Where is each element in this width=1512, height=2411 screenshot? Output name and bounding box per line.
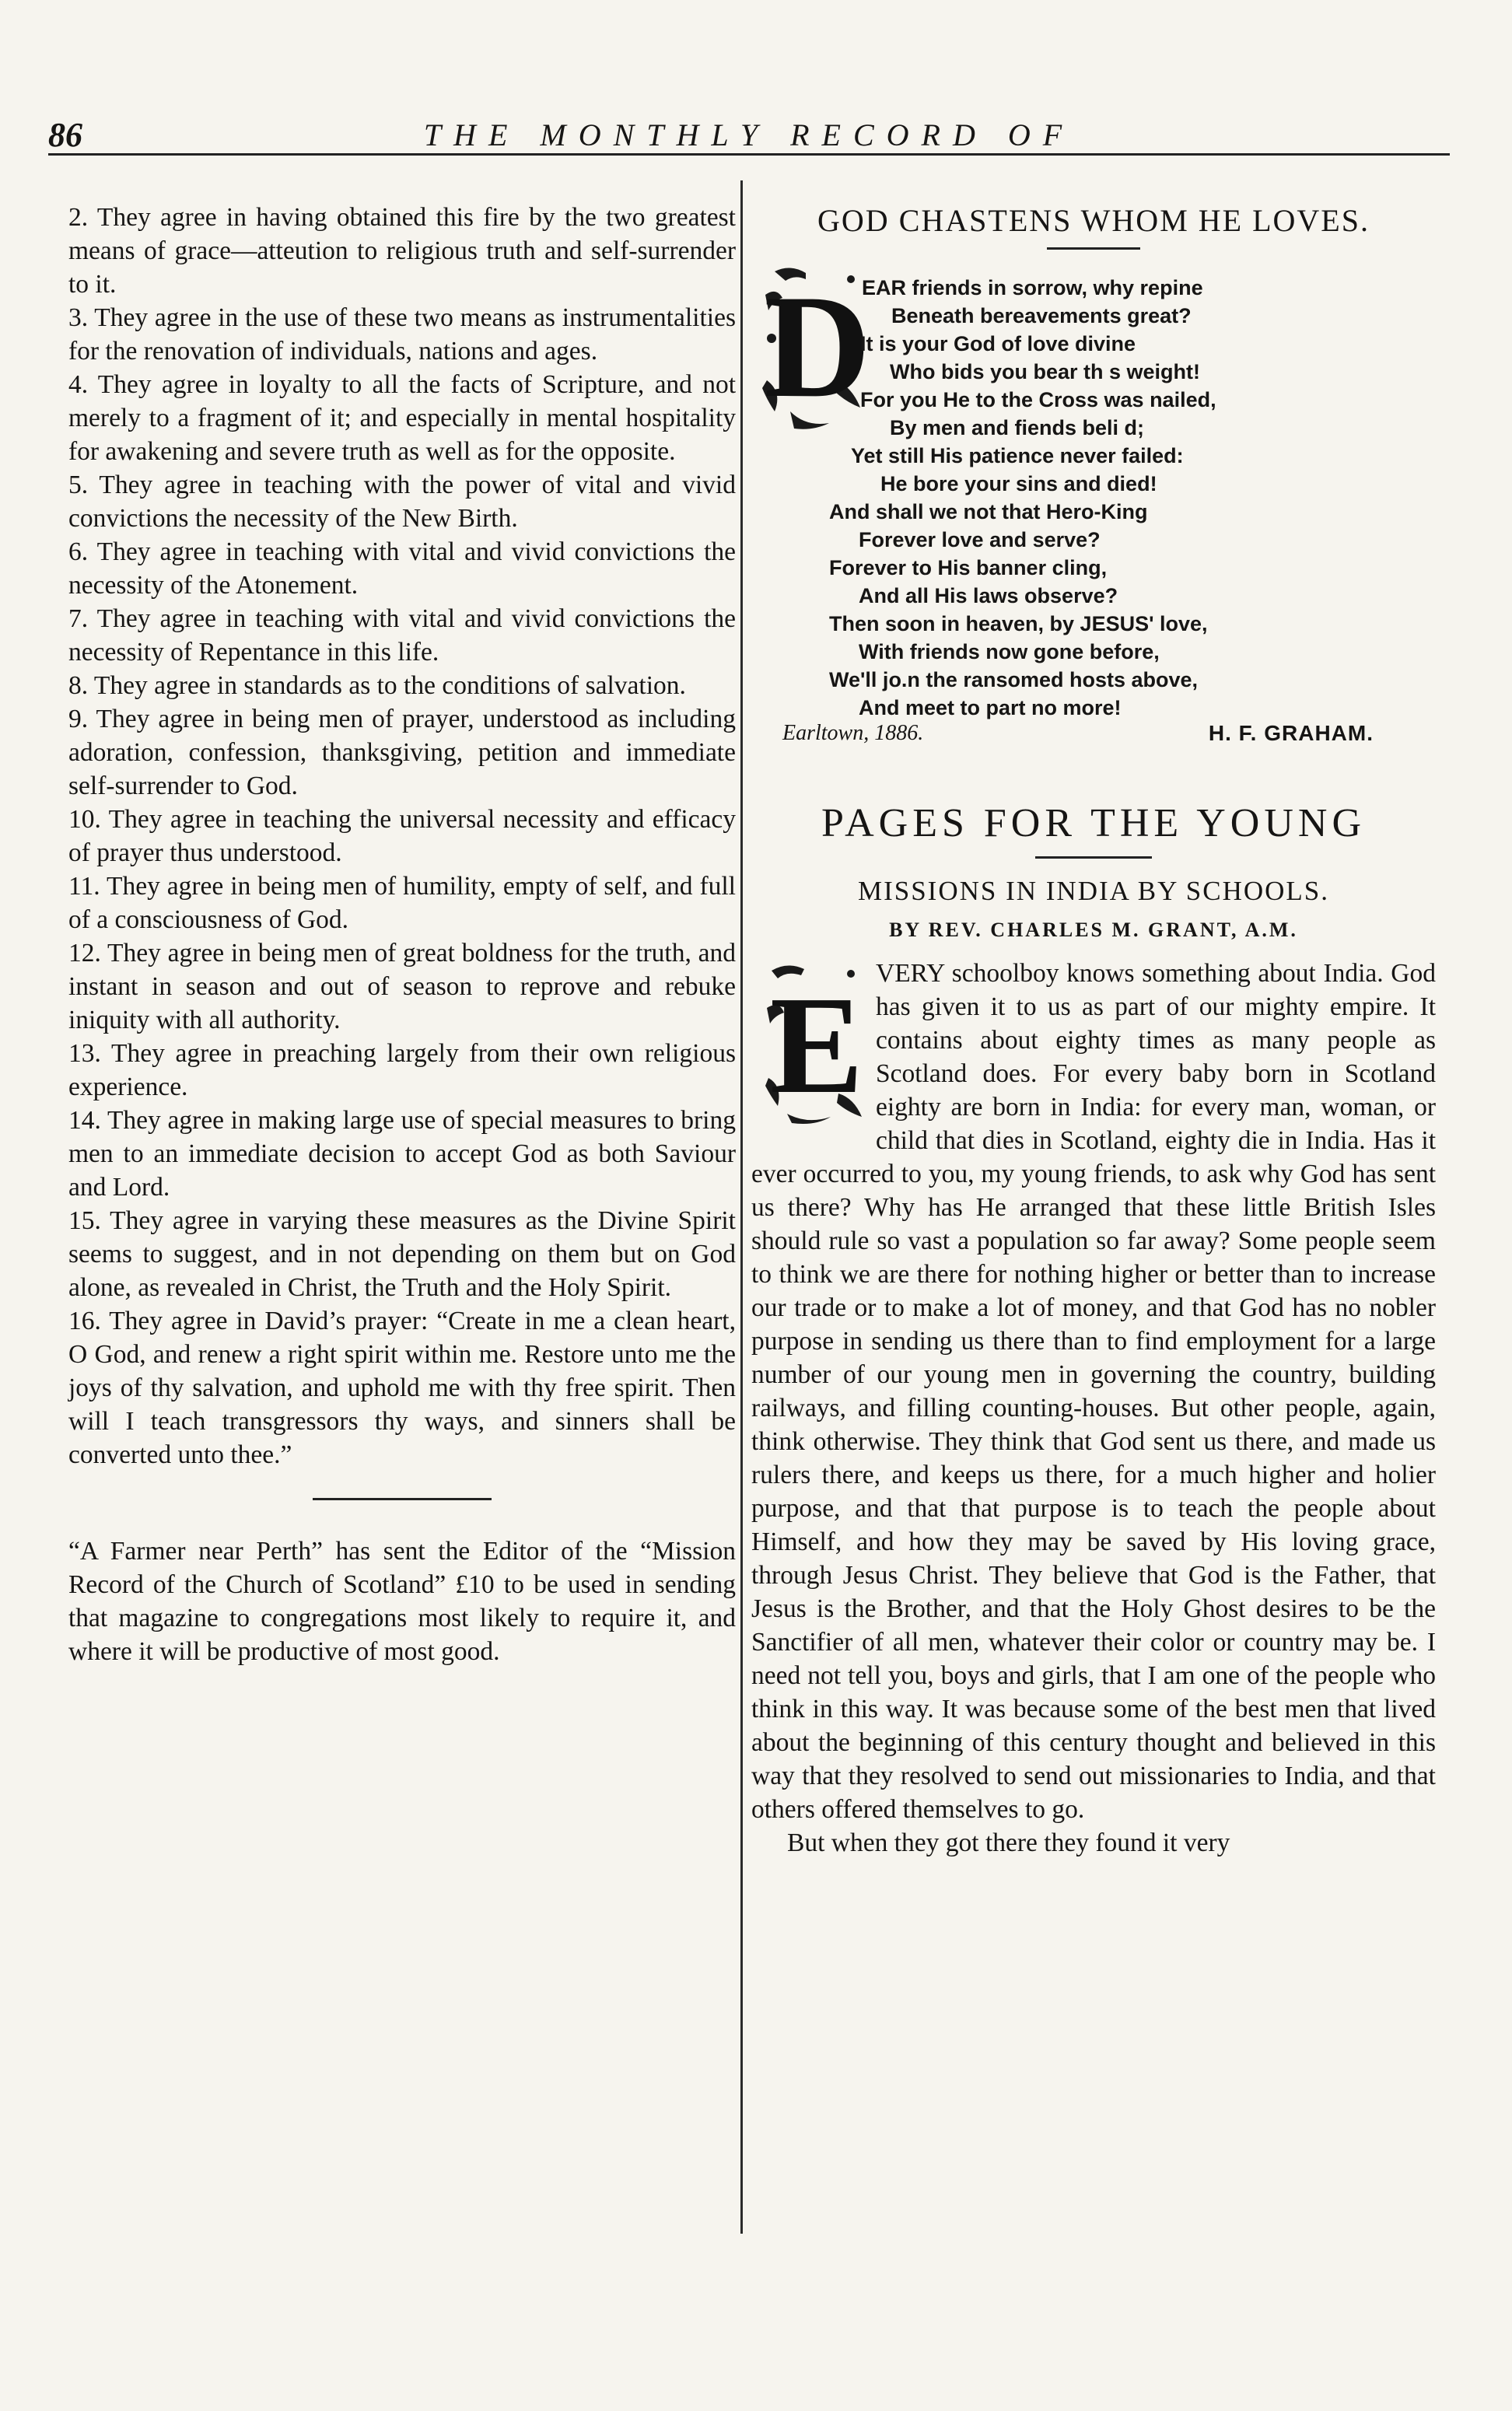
list-item: 10. They agree in teaching the universal necessity and efficacy of prayer thus understood. (68, 805, 736, 867)
poem-line: Yet still His patience never failed: (851, 444, 1184, 467)
list-item: 4. They agree in loyalty to all the facts of Scripture, and not merely to a fragment of it; and especially in mental hospitality for awakening and severe truth as well as for the opposite. (68, 370, 736, 466)
ornamental-drop-cap (764, 961, 866, 1126)
poem-line: EAR friends in sorrow, why repine (862, 276, 1203, 299)
column-rule (740, 180, 743, 2234)
running-title: THE MONTHLY RECORD OF (423, 117, 1075, 152)
list-item: 5. They agree in teaching with the power of vital and vivid convictions the necessity of the New Birth. (68, 471, 736, 533)
section-title: PAGES FOR THE YOUNG (821, 801, 1367, 845)
list-item: 11. They agree in being men of humility, empty of self, and full of a consciousness of God. (68, 872, 736, 934)
poem-line: Beneath bereavements great? (891, 304, 1192, 327)
list-item: 6. They agree in teaching with vital and vivid convictions the necessity of the Atonement. (68, 537, 736, 600)
poem-line: And all His laws observe? (859, 584, 1118, 607)
page-number: 86 (48, 116, 82, 154)
poem-line: We'll jo.n the ransomed hosts above, (829, 668, 1199, 691)
poem-place-date: Earltown, 1886. (782, 721, 924, 745)
poem-line: With friends now gone before, (859, 640, 1160, 663)
section-divider (313, 1498, 492, 1500)
poem-line: He bore your sins and died! (880, 472, 1157, 495)
ornamental-drop-cap (759, 264, 876, 435)
right-column (751, 201, 1436, 1860)
poem-line: By men and fiends beli d; (890, 416, 1145, 439)
poem-line: And meet to part no more! (859, 696, 1122, 719)
list-item: 14. They agree in making large use of special measures to bring men to an immediate decision to accept God as both Saviour and Lord. (68, 1106, 736, 1202)
left-column (68, 201, 736, 1668)
article-paragraph: VERY schoolboy knows something about India. God has given it to us as part of our mighty empire. It contains about eighty times as many people as Scotland does. For every baby born in Scotland eighty are born in India: for every man, woman, or child that dies in Scotland, eighty die in India. Has it ever occurred to you, my young friends, to ask why God has sent us there? Why has He arranged that these little British Isles should rule so vast a population so far away? Some people seem to think we are there for nothing higher or better than to increase our trade or to make a lot of money, and that God has no nobler purpose in sending us there than to find employment for a large number of our young men in governing the country, building railways, and filling counting-houses. But other people, again, think otherwise. They think that God sent us there, and made us rulers there, and keeps us there, for a much higher and holier purpose, and that that purpose is to teach the people about Himself, and how they may be saved by His loving grace, through Jesus Christ. They believe that God is the Father, that Jesus is the Brother, and that the Holy Ghost desires to be the Sanctifier of all men, whatever their color or country may be. I need not tell you, boys and girls, that I am one of the people who think in this way. It was because some of the best men that lived about the beginning of this century thought and believed in this way that they resolved to send out missionaries to India, and that others offered themselves to go. (751, 959, 1436, 1824)
list-item: 7. They agree in teaching with vital and vivid convictions the necessity of Repentance in this life. (68, 604, 736, 667)
section-title-rule (1035, 856, 1152, 859)
poem (751, 264, 1436, 746)
article-byline: BY REV. CHARLES M. GRANT, A.M. (889, 919, 1298, 941)
svg-text:E: E (769, 968, 864, 1122)
poem-line: Who bids you bear th s weight! (890, 360, 1201, 383)
list-item: 8. They agree in standards as to the conditions of salvation. (68, 671, 686, 700)
poem-title: GOD CHASTENS WHOM HE LOVES. (817, 203, 1370, 238)
poem-line: Forever to His banner cling, (829, 556, 1108, 579)
editor-notice: “A Farmer near Perth” has sent the Editor of the “Mission Record of the Church of Scotland” £10 to be used in sending that magazine to congregations most likely to require it, and where it will be productive of most good. (68, 1537, 736, 1666)
running-head (48, 115, 1450, 156)
list-item: 13. They agree in preaching largely from their own religious experience. (68, 1039, 736, 1101)
article-title: MISSIONS IN INDIA BY SCHOOLS. (857, 876, 1330, 906)
poem-line: For you He to the Cross was nailed, (860, 388, 1216, 411)
list-item: 3. They agree in the use of these two means as instrumentalities for the renovation of individuals, nations and ages. (68, 303, 736, 366)
list-item: 2. They agree in having obtained this fire by the two greatest means of grace—atteution to religious truth and self-surrender to it. (68, 203, 736, 299)
article-body (751, 957, 1436, 1860)
poem-line: It is your God of love divine (860, 332, 1136, 355)
poem-author: H. F. GRAHAM. (1208, 721, 1374, 745)
list-item: 15. They agree in varying these measures as the Divine Spirit seems to suggest, and in not depending on them but on God alone, as revealed in Christ, the Truth and the Holy Spirit. (68, 1206, 736, 1302)
title-rule (1047, 247, 1140, 250)
poem-line: Forever love and serve? (859, 528, 1101, 551)
svg-text:D: D (764, 265, 871, 429)
list-item: 12. They agree in being men of great boldness for the truth, and instant in season and out of season to reprove and rebuke iniquity with all authority. (68, 939, 736, 1034)
article-paragraph: But when they got there they found it very (787, 1828, 1230, 1857)
poem-line: Then soon in heaven, by JESUS' love, (829, 612, 1208, 635)
list-item: 16. They agree in David’s prayer: “Create in me a clean heart, O God, and renew a right spirit within me. Restore unto me the joys of thy salvation, and uphold me with thy free spirit. Then will I teach transgressors thy ways, and sinners shall be converted unto thee.” (68, 1307, 736, 1469)
poem-line: And shall we not that Hero-King (829, 500, 1148, 523)
list-item: 9. They agree in being men of prayer, understood as including adoration, confession, thanksgiving, petition and immediate self-surrender to God. (68, 705, 736, 800)
